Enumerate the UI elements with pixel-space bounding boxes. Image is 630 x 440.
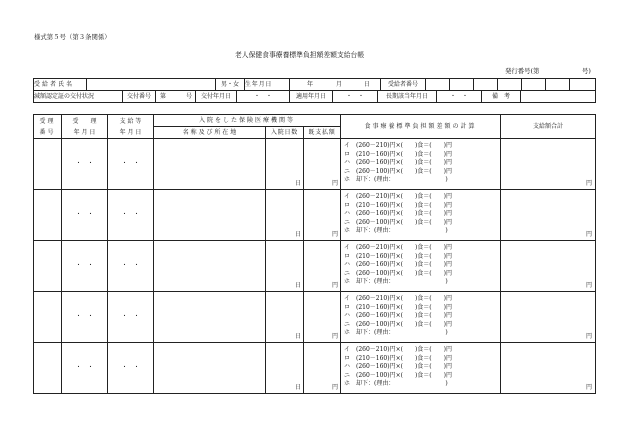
issue-number-label: 発行番号(第: [505, 67, 540, 75]
calc-line: ニ (260－100)円×( )食＝( )円: [344, 218, 452, 226]
uketsuke-no-cell[interactable]: [34, 241, 62, 292]
ledger-row: [34, 292, 596, 343]
hospital-name-addr-cell[interactable]: [154, 241, 266, 292]
hospital-name-addr-cell[interactable]: [154, 139, 266, 190]
paid-yen-unit: 円: [331, 333, 338, 340]
ledger-row: [34, 241, 596, 292]
header-uketsuke-line1: 受理: [39, 117, 56, 125]
recipient-no-label: 受給者番号: [381, 79, 426, 91]
total-amount-cell[interactable]: [501, 343, 596, 394]
header-shikyu-date-line2: 年 月 日: [119, 128, 142, 136]
total-yen-unit: 円: [585, 180, 592, 187]
uketsuke-no-cell[interactable]: [34, 190, 62, 241]
paid-yen-unit: 円: [331, 282, 338, 289]
calc-line: ハ (260－160)円×( )食＝( )円: [344, 159, 452, 167]
shikyu-date-cell[interactable]: ・ ・: [108, 190, 154, 241]
dob-year: 年: [307, 80, 314, 88]
dob-value[interactable]: [290, 79, 381, 91]
days-unit: 日: [294, 384, 301, 391]
uketsuke-no-cell[interactable]: [34, 139, 62, 190]
header-calc: 食事療養標準負担額差額の計算: [341, 115, 501, 139]
days-unit: 日: [294, 282, 301, 289]
recipient-no-box-3[interactable]: [474, 79, 498, 91]
paid-amount-cell[interactable]: [304, 292, 341, 343]
calc-line: ハ (260－160)円×( )食＝( )円: [344, 363, 452, 371]
dob-label: 生年月日: [245, 79, 290, 91]
header-shikyu-date-line1: 支 給 等: [119, 117, 142, 125]
hospital-name-addr-cell[interactable]: [154, 343, 266, 394]
ledger-row: [34, 139, 596, 190]
issue-no-label: 交付番号: [123, 91, 156, 103]
days-unit: 日: [294, 231, 301, 238]
header-shikyu-date: [108, 115, 154, 139]
header-hospital: 入院をした保険医療機関等: [154, 115, 341, 127]
remarks-label: 備 考: [482, 91, 521, 103]
uketsuke-date-cell[interactable]: ・ ・: [62, 241, 108, 292]
total-yen-unit: 円: [585, 282, 592, 289]
remarks-value[interactable]: [521, 91, 596, 103]
calc-cell[interactable]: [341, 292, 501, 343]
calc-line: ハ (260－160)円×( )食＝( )円: [344, 312, 452, 320]
issue-number-suffix: 号): [582, 67, 591, 75]
recipient-no-box-4[interactable]: [498, 79, 522, 91]
calc-line: ロ (210－160)円×( )食＝( )円: [344, 252, 452, 260]
calc-cell[interactable]: [341, 139, 501, 190]
hospital-days-cell[interactable]: [266, 343, 304, 394]
calc-line: ハ (260－160)円×( )食＝( )円: [344, 210, 452, 218]
recipient-no-box-6[interactable]: [546, 79, 570, 91]
total-amount-cell[interactable]: [501, 139, 596, 190]
issue-date-label: 交付年月日: [196, 91, 237, 103]
shikyu-date-cell[interactable]: ・ ・: [108, 241, 154, 292]
total-amount-cell[interactable]: [501, 241, 596, 292]
days-unit: 日: [294, 333, 301, 340]
paid-amount-cell[interactable]: [304, 241, 341, 292]
recipient-no-box-7[interactable]: [570, 79, 596, 91]
header-uketsuke-line2: 番号: [39, 128, 56, 136]
calc-line: イ (260－210)円×( )食＝( )円: [344, 142, 452, 149]
paid-yen-unit: 円: [331, 384, 338, 391]
calc-line: イ (260－210)円×( )食＝( )円: [344, 346, 452, 353]
hospital-days-cell[interactable]: [266, 190, 304, 241]
recipient-no-box-2[interactable]: [450, 79, 474, 91]
calc-line: イ (260－210)円×( )食＝( )円: [344, 295, 452, 302]
dob-day: 日: [363, 80, 370, 88]
recipient-no-box-1[interactable]: [426, 79, 450, 91]
calc-cell[interactable]: [341, 190, 501, 241]
issue-no-dai: 第: [160, 92, 167, 100]
total-yen-unit: 円: [585, 231, 592, 238]
ledger-row: [34, 190, 596, 241]
header-uketsuke-date-line1: 受 理: [72, 117, 97, 125]
header-total: 支給額合計: [501, 115, 596, 139]
uketsuke-no-cell[interactable]: [34, 292, 62, 343]
hospital-days-cell[interactable]: [266, 292, 304, 343]
shikyu-date-cell[interactable]: ・ ・: [108, 292, 154, 343]
total-amount-cell[interactable]: [501, 190, 596, 241]
header-uketsuke-date-line2: 年 月 日: [73, 128, 96, 136]
recipient-name-value[interactable]: [87, 79, 216, 91]
days-unit: 日: [294, 180, 301, 187]
paid-yen-unit: 円: [331, 180, 338, 187]
uketsuke-date-cell[interactable]: ・ ・: [62, 292, 108, 343]
paid-amount-cell[interactable]: [304, 190, 341, 241]
calc-cell[interactable]: [341, 343, 501, 394]
calc-line: ハ (260－160)円×( )食＝( )円: [344, 261, 452, 269]
calc-line: ロ (210－160)円×( )食＝( )円: [344, 201, 452, 209]
issue-no-value[interactable]: [156, 91, 196, 103]
header-uketsuke: [34, 115, 62, 139]
paid-amount-cell[interactable]: [304, 139, 341, 190]
uketsuke-date-cell[interactable]: ・ ・: [62, 139, 108, 190]
uketsuke-no-cell[interactable]: [34, 343, 62, 394]
calc-line: ホ 却下：(理由： ): [344, 176, 448, 184]
hospital-days-cell[interactable]: [266, 139, 304, 190]
calc-line: ホ 却下：(理由： ): [344, 329, 448, 337]
long-hosp-value[interactable]: ・ ・: [437, 91, 482, 103]
long-hosp-label: 長期該当年月日: [378, 91, 437, 103]
calc-line: ホ 却下：(理由： ): [344, 227, 448, 235]
calc-line: ロ (210－160)円×( )食＝( )円: [344, 303, 452, 311]
calc-line: イ (260－210)円×( )食＝( )円: [344, 193, 452, 200]
header-name-addr: 名 称 及 び 所 在 地: [154, 127, 266, 139]
total-yen-unit: 円: [585, 384, 592, 391]
dob-month: 月: [335, 80, 342, 88]
calc-line: ホ 却下：(理由： ): [344, 278, 448, 286]
form-title: 老人保健食事療養標準負担額差額支給台帳: [235, 51, 365, 59]
calc-line: ニ (260－100)円×( )食＝( )円: [344, 371, 452, 379]
hospital-days-cell[interactable]: [266, 241, 304, 292]
hospital-name-addr-cell[interactable]: [154, 190, 266, 241]
shikyu-date-cell[interactable]: ・ ・: [108, 343, 154, 394]
sex-label: 男・女: [216, 79, 245, 91]
calc-cell[interactable]: [341, 241, 501, 292]
ledger-table: [33, 114, 596, 394]
apply-date-label: 適用年月日: [290, 91, 333, 103]
recipient-name-label: 受給者氏名: [34, 79, 87, 91]
uketsuke-date-cell[interactable]: ・ ・: [62, 343, 108, 394]
total-amount-cell[interactable]: [501, 292, 596, 343]
issue-no-gou: 号: [185, 92, 192, 100]
paid-yen-unit: 円: [331, 231, 338, 238]
form-number: 様式第５号（第３条関係）: [34, 33, 111, 41]
header-days: 入院日数: [266, 127, 304, 139]
calc-line: イ (260－210)円×( )食＝( )円: [344, 244, 452, 251]
cert-status-label: 減額認定証の交付状況: [34, 91, 123, 103]
header-paid: 既支払額: [304, 127, 341, 139]
hospital-name-addr-cell[interactable]: [154, 292, 266, 343]
apply-date-value[interactable]: ・ ・: [333, 91, 378, 103]
issue-date-value[interactable]: ・ ・: [237, 91, 290, 103]
recipient-no-box-5[interactable]: [522, 79, 546, 91]
calc-line: ニ (260－100)円×( )食＝( )円: [344, 320, 452, 328]
calc-line: ニ (260－100)円×( )食＝( )円: [344, 269, 452, 277]
shikyu-date-cell[interactable]: ・ ・: [108, 139, 154, 190]
calc-line: ロ (210－160)円×( )食＝( )円: [344, 150, 452, 158]
total-yen-unit: 円: [585, 333, 592, 340]
calc-line: ロ (210－160)円×( )食＝( )円: [344, 354, 452, 362]
header-uketsuke-date: [62, 115, 108, 139]
calc-line: ニ (260－100)円×( )食＝( )円: [344, 167, 452, 175]
calc-line: ホ 却下：(理由： ): [344, 380, 448, 388]
ledger-row: [34, 343, 596, 394]
uketsuke-date-cell[interactable]: ・ ・: [62, 190, 108, 241]
certificate-info-table: [33, 90, 596, 103]
paid-amount-cell[interactable]: [304, 343, 341, 394]
